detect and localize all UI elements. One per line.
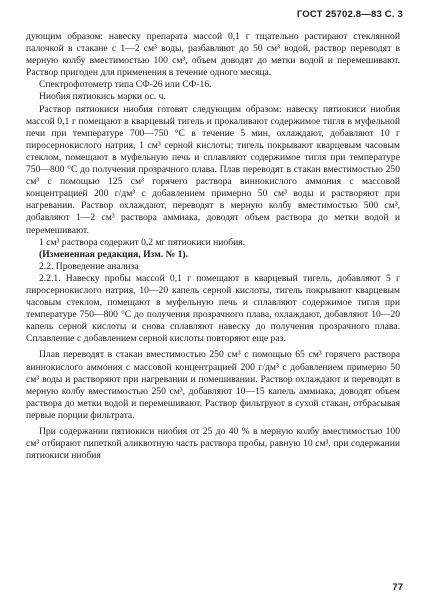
- paragraph-amendment-note: (Измененная редакция, Изм. № 1).: [39, 248, 189, 260]
- page-number: 77: [392, 582, 403, 593]
- paragraph-aliquot: При содержании пятиокиси ниобия от 25 до 40 % в мерную колбу вместимостью 100 см³ отбирают пипеткой аликвотную часть раствора пробы, равную 10 см³, при содержании пятиокиси ниобия: [26, 426, 400, 462]
- paragraph-niobium-solution: Раствор пятиокиси ниобия готовят следующим образом: навеску пятиокиси ниобия массой 0,1 г помещают в кварцевый тигель и прокаливают содержимое тигля в муфельной печи при температуре 700—750 °С в течение 5 мин, охлаждают, добавляют 10 г пиросернокислого натрия, 1 см³ серной кислоты; тигель покрывают кварцевым часовым стеклом, помещают в муфельную печь и сплавляют содержимое тигля при температуре 750—800 °С до получения прозрачного плава. Плав переводят в стакан вместимостью 250 см³ с помощью 125 см³ горячего раствора виннокислого аммония с массовой концентрацией 200 г/дм³ с добавлением примерно 50 см³ воды и растворяют при нагревании. Раствор охлаждают, переводят в мерную колбу вместимостью 500 см³, добавляют 1—2 см³ раствора аммиака, доводят объем раствора до метки водой и перемешивают.: [26, 103, 400, 236]
- paragraph-sample-fusion: 2.2.1. Навеску пробы массой 0,1 г помещают в кварцевый тигель, добавляют 5 г пиросернокислого натрия, 10—20 капель серной кислоты, тигель покрывают кварцевым часовым стеклом, помещают в муфельную печь и сплавляют содержимое тигля при температуре 750—800 °С до получения прозрачного плава, охлаждают, добавляют 10—20 капель серной кислоты и снова сплавляют навеску до получения прозрачного плава. Сплавление с добавлением серной кислоты повторяют еще раз.: [26, 272, 400, 345]
- page-header: ГОСТ 25702.8—83 С. 3: [296, 9, 403, 20]
- section-heading-analysis: 2.2. Проведение анализа: [39, 260, 139, 272]
- paragraph-melt-transfer: Плав переводят в стакан вместимостью 250 см³ с помощью 65 см³ горячего раствора виннокислого аммония с массовой концентрацией 200 г/дм³ с добавлением примерно 50 см³ воды и растворяют при нагревании и помешивании. Раствор охлаждают и переводят в мерную колбу вместимостью 250 см³, добавляют 10—15 капель аммиака, доводят объем раствора до метки водой и перемешивают. Раствор фильтруют в сухой стакан, отбрасывая первые порции фильтрата.: [26, 349, 400, 421]
- paragraph-niobium-grade: Ниобия пятиокись марки ос. ч.: [39, 91, 166, 103]
- paragraph-spectrophotometer: Спектрофотометр типа СФ-26 или СФ-16.: [39, 79, 212, 91]
- paragraph-reagent-continued: дующим образом: навеску препарата массой 0,1 г тщательно растирают стеклянной палочкой в стакане с 1—2 см³ воды, разбавляют до 50 см³ водой, раствор переводят в мерную колбу вместимостью 100 см³, объем доводят до метки водой и перемешивают. Раствор пригоден для применения в течение одного месяца.: [26, 31, 400, 79]
- paragraph-solution-content: 1 см³ раствора содержит 0,2 мг пятиокиси ниобия.: [39, 236, 246, 248]
- document-body: [26, 31, 400, 462]
